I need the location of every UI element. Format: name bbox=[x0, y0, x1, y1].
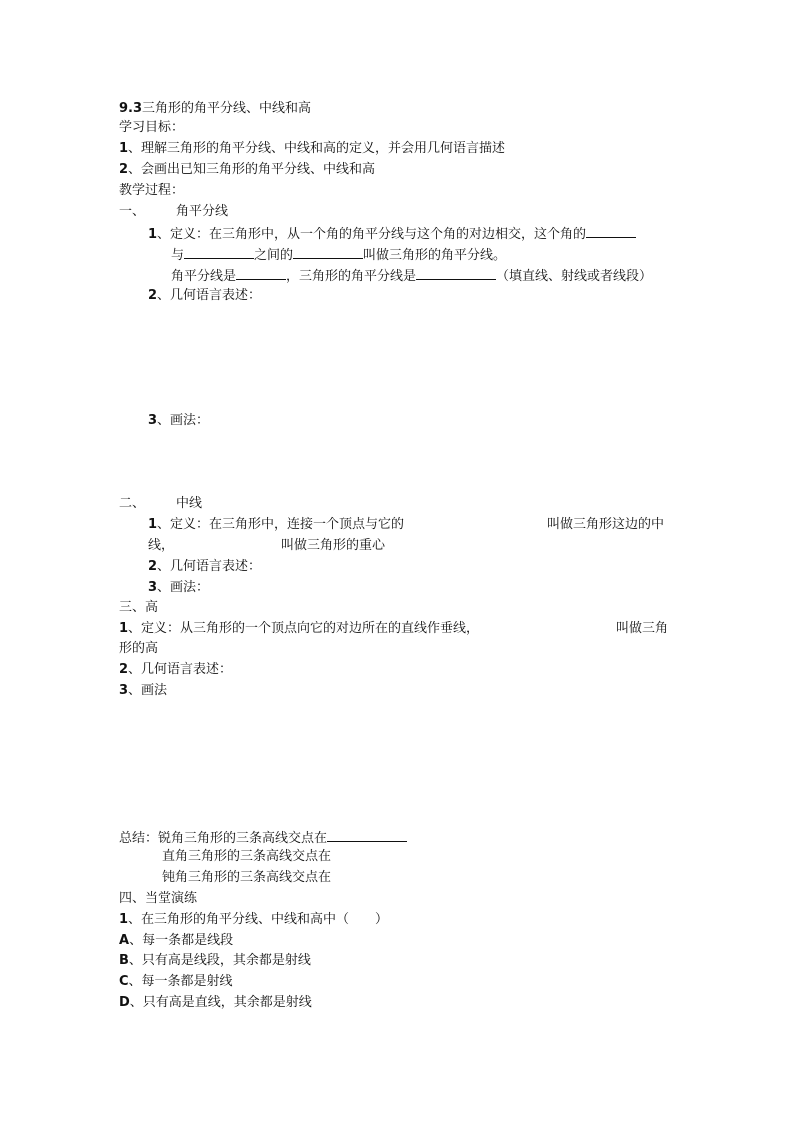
option-a[interactable] bbox=[119, 931, 233, 951]
s3-def-text-b: 叫做三角 bbox=[616, 621, 669, 636]
option-c-text: 、每一条都是射线 bbox=[128, 974, 233, 989]
goals-heading: 学习目标： bbox=[119, 120, 185, 135]
s1-def-text-b: 与 bbox=[171, 248, 185, 263]
fill-blank[interactable] bbox=[586, 223, 636, 238]
process-heading: 教学过程： bbox=[119, 183, 185, 198]
s2-def-text-a: 、定义：在三角形中，连接一个顶点与它的 bbox=[157, 517, 405, 532]
summary-label: 总结： bbox=[119, 831, 159, 846]
s1-def-text-a: 、定义：在三角形中，从一个角的角平分线与这个角的对边相交，这个角的 bbox=[157, 227, 587, 242]
s1-draw-number: 3 bbox=[148, 413, 158, 428]
option-c[interactable] bbox=[119, 972, 233, 992]
s1-def-text-d: 叫做三角形的角平分线。 bbox=[363, 248, 507, 263]
option-d[interactable] bbox=[119, 993, 312, 1013]
option-a-text: 、每一条都是线段 bbox=[129, 933, 234, 948]
question-1 bbox=[119, 910, 388, 930]
s1-def-text-f: ，三角形的角平分线是 bbox=[286, 269, 417, 284]
fill-blank[interactable] bbox=[184, 244, 254, 259]
s2-def-text-c: 线， bbox=[148, 538, 175, 553]
s1-geo-number: 2 bbox=[148, 288, 158, 303]
section-4-heading: 四、当堂演练 bbox=[119, 891, 198, 906]
s2-geo-number: 2 bbox=[148, 559, 158, 574]
s2-draw-text: 、画法： bbox=[157, 580, 210, 595]
s1-def-text-g: （填直线、射线或者线段） bbox=[496, 269, 653, 284]
s1-definition-line-2 bbox=[171, 244, 506, 266]
s3-def-text-a: 、定义：从三角形的一个顶点向它的对边所在的直线作垂线， bbox=[128, 621, 480, 636]
option-d-text: 、只有高是直线，其余都是射线 bbox=[129, 995, 312, 1010]
section-2-number: 二、 bbox=[119, 496, 146, 511]
option-b[interactable] bbox=[119, 951, 311, 971]
goal-2 bbox=[119, 160, 375, 180]
option-a-letter: A bbox=[119, 933, 130, 948]
fill-blank[interactable] bbox=[327, 827, 407, 842]
s2-def-text-b: 叫做三角形这边的中 bbox=[547, 517, 665, 532]
s2-draw-number: 3 bbox=[148, 580, 158, 595]
fill-blank[interactable] bbox=[293, 244, 363, 259]
s1-geometric-language bbox=[148, 286, 261, 306]
summary-right: 直角三角形的三条高线交点在 bbox=[162, 849, 332, 864]
section-1-title: 角平分线 bbox=[176, 204, 229, 219]
s3-geo-text: 、几何语言表述： bbox=[128, 662, 233, 677]
section-1-number: 一、 bbox=[119, 204, 146, 219]
s3-def-number: 1 bbox=[119, 621, 129, 636]
option-b-letter: B bbox=[119, 953, 129, 968]
title-number: 9.3 bbox=[119, 101, 143, 116]
s3-draw-text: 、画法 bbox=[128, 683, 168, 698]
goal-1-number: 1 bbox=[119, 141, 129, 156]
s2-def-text-d: 叫做三角形的重心 bbox=[281, 538, 386, 553]
summary-acute: 锐角三角形的三条高线交点在 bbox=[158, 831, 328, 846]
title-text: 三角形的角平分线、中线和高 bbox=[142, 101, 312, 116]
s3-draw-number: 3 bbox=[119, 683, 129, 698]
s1-def-text-c: 之间的 bbox=[254, 248, 294, 263]
s1-def-text-e: 角平分线是 bbox=[171, 269, 237, 284]
s2-def-number: 1 bbox=[148, 517, 158, 532]
q1-number: 1 bbox=[119, 912, 129, 927]
section-2-title: 中线 bbox=[176, 496, 203, 511]
s1-draw-text: 、画法： bbox=[157, 413, 210, 428]
s3-geometric-language bbox=[119, 660, 232, 680]
fill-blank[interactable] bbox=[236, 265, 286, 280]
s2-drawing bbox=[148, 578, 209, 598]
s3-definition-line-1 bbox=[119, 619, 479, 639]
goal-2-text: 、会画出已知三角形的角平分线、中线和高 bbox=[128, 162, 376, 177]
s1-definition-line-3 bbox=[171, 265, 652, 287]
summary-obtuse: 钝角三角形的三条高线交点在 bbox=[162, 870, 332, 885]
section-3-heading: 三、高 bbox=[119, 600, 159, 615]
s3-def-text-c: 形的高 bbox=[119, 641, 159, 656]
page-title bbox=[119, 99, 311, 119]
goal-1-text: 、理解三角形的角平分线、中线和高的定义，并会用几何语言描述 bbox=[128, 141, 506, 156]
summary-line-1 bbox=[119, 827, 407, 849]
s1-def-number: 1 bbox=[148, 227, 158, 242]
fill-blank[interactable] bbox=[416, 265, 496, 280]
s2-geo-text: 、几何语言表述： bbox=[157, 559, 262, 574]
goal-2-number: 2 bbox=[119, 162, 129, 177]
option-d-letter: D bbox=[119, 995, 130, 1010]
option-c-letter: C bbox=[119, 974, 129, 989]
s1-geo-text: 、几何语言表述： bbox=[157, 288, 262, 303]
s1-drawing bbox=[148, 411, 209, 431]
s2-geometric-language bbox=[148, 557, 261, 577]
goal-1 bbox=[119, 139, 505, 159]
s2-definition-line-1 bbox=[148, 515, 404, 535]
s1-definition-line-1 bbox=[148, 223, 636, 245]
option-b-text: 、只有高是线段，其余都是射线 bbox=[128, 953, 311, 968]
q1-text: 、在三角形的角平分线、中线和高中（ ） bbox=[128, 912, 389, 927]
s3-drawing bbox=[119, 681, 167, 701]
s3-geo-number: 2 bbox=[119, 662, 129, 677]
